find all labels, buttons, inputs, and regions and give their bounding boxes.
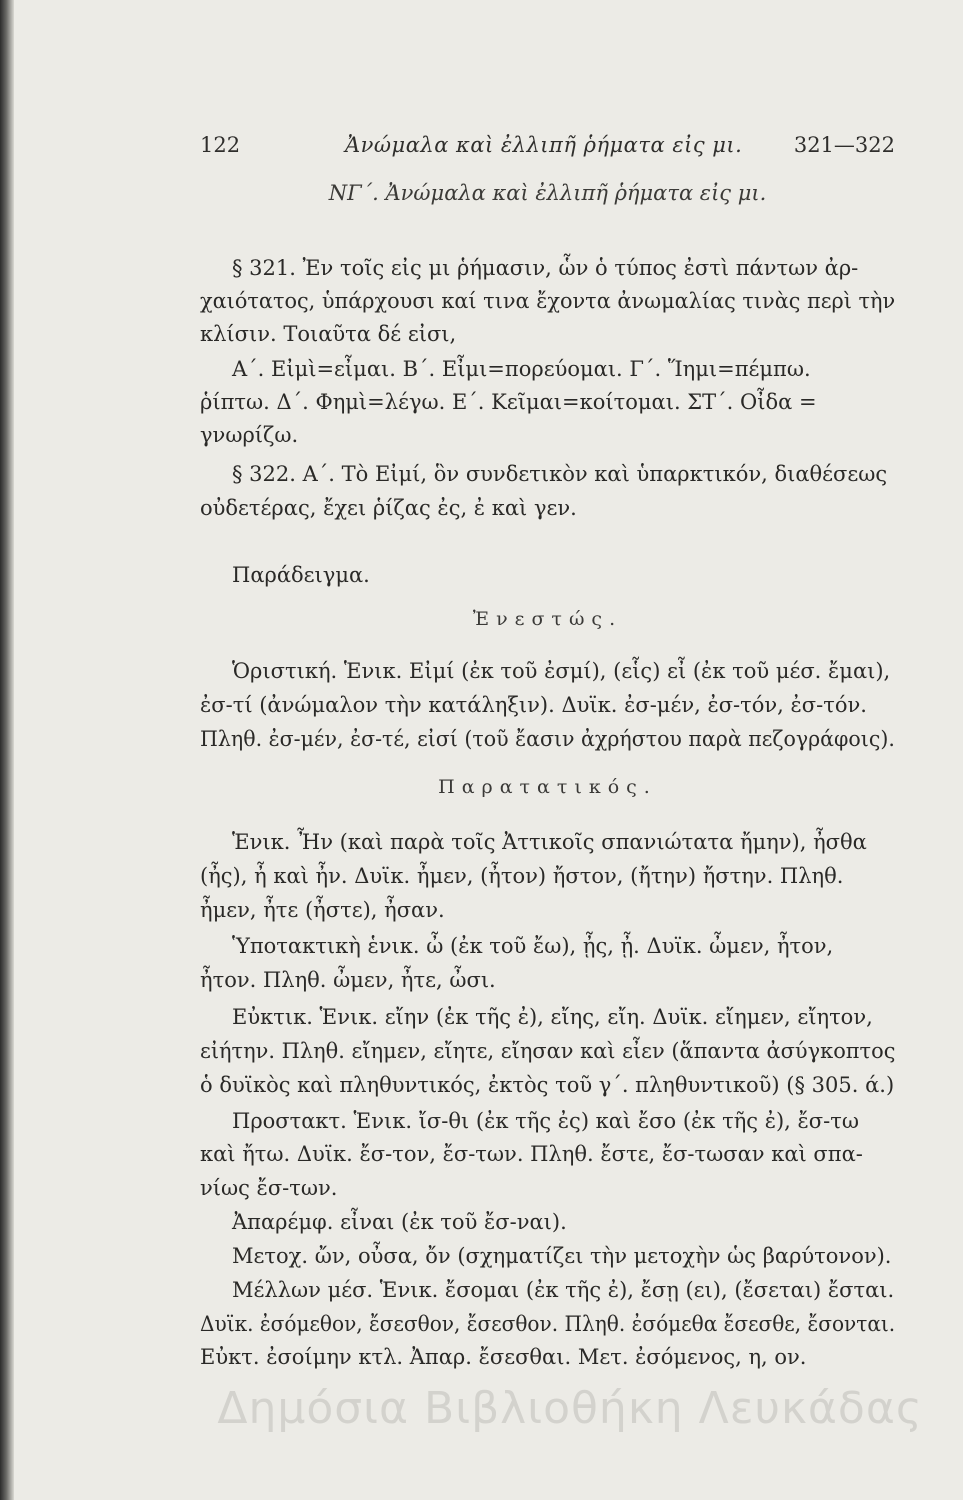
text-line: ἦμεν, ἦτε (ἦστε), ἦσαν. (200, 898, 445, 922)
text-line: εἰήτην. Πληθ. εἴημεν, εἴητε, εἴησαν καὶ εἶεν (ἅπαντα ἀσύγκοπτος (200, 1039, 896, 1063)
text-line: Ὑποτακτικὴ ἑνικ. ὦ (ἐκ τοῦ ἔω), ᾖς, ᾖ. Δυϊκ. ὦμεν, ἦτον, (232, 934, 834, 958)
text-line: νίως ἔσ-των. (200, 1176, 338, 1200)
running-title: Ἀνώμαλα καὶ ἐλλιπῆ ῥήματα εἰς μι. (345, 133, 743, 157)
section-range: 321—322 (793, 133, 895, 157)
text-line: ῥίπτω. Δ΄. Φημὶ=λέγω. Ε΄. Κεῖμαι=κοίτομαι. ΣΤ΄. Οἶδα = (200, 390, 817, 414)
text-line: (ἦς), ἦ καὶ ἦν. Δυϊκ. ἦμεν, (ἦτον) ἤστον, (ἤτην) ἤστην. Πληθ. (200, 864, 844, 888)
text-line: Ὁριστική. Ἑνικ. Εἰμί (ἐκ τοῦ ἐσμί), (εἷς) εἶ (ἐκ τοῦ μέσ. ἔμαι), (232, 659, 891, 683)
text-line: ἦτον. Πληθ. ὦμεν, ἦτε, ὦσι. (200, 968, 496, 992)
library-watermark: Δημόσια Βιβλιοθήκη Λευκάδας (217, 1383, 923, 1434)
text-line: οὐδετέρας, ἔχει ῥίζας ἐς, ἐ καὶ γεν. (200, 496, 577, 520)
text-line: γνωρίζω. (200, 423, 299, 447)
text-line: Ἀπαρέμφ. εἶναι (ἐκ τοῦ ἔσ-ναι). (232, 1210, 567, 1234)
text-line: § 322. Α΄. Τὸ Εἰμί, ὃν συνδετικὸν καὶ ὑπαρκτικόν, διαθέσεως (232, 462, 888, 486)
text-line: Α΄. Εἰμὶ=εἶμαι. Β΄. Εἶμι=πορεύομαι. Γ΄. Ἵημι=πέμπω. (232, 357, 811, 381)
text-line: Μέλλων μέσ. Ἑνικ. ἔσομαι (ἐκ τῆς ἐ), ἔσῃ (ει), (ἔσεται) ἔσται. (232, 1278, 895, 1302)
text-line: Ἑνικ. Ἦν (καὶ παρὰ τοῖς Ἀττικοῖς σπανιώτατα ἤμην), ἦσθα (232, 830, 867, 854)
page-edge-shadow (0, 0, 14, 1500)
text-line: καὶ ἤτω. Δυϊκ. ἔσ-τον, ἔσ-των. Πληθ. ἔστε, ἔσ-τωσαν καὶ σπα- (200, 1142, 863, 1166)
text-line: ὁ δυϊκὸς καὶ πληθυντικός, ἐκτὸς τοῦ γ΄. πληθυντικοῦ) (§ 305. ά.) (200, 1073, 895, 1097)
text-line: χαιότατος, ὑπάρχουσι καί τινα ἔχοντα ἀνωμαλίας τινὰς περὶ τὴν (200, 289, 896, 313)
text-line: Προστακτ. Ἑνικ. ἴσ-θι (ἐκ τῆς ἐς) καὶ ἔσο (ἐκ τῆς ἐ), ἔσ-τω (232, 1109, 859, 1133)
text-line: ἐσ-τί (ἀνώμαλον τὴν κατάληξιν). Δυϊκ. ἐσ-μέν, ἐσ-τόν, ἐσ-τόν. (200, 693, 867, 717)
tense-heading-imperfect: Παρατατικός. (438, 776, 657, 798)
text-line: Πληθ. ἐσ-μέν, ἐσ-τέ, εἰσί (τοῦ ἔασιν ἀχρήστου παρὰ πεζογράφοις). (200, 727, 895, 751)
chapter-title: ΝΓ΄. Ἀνώμαλα καὶ ἐλλιπῆ ῥήματα εἰς μι. (328, 181, 767, 205)
running-header (200, 133, 895, 167)
page-number: 122 (200, 133, 241, 157)
text-line: Μετοχ. ὤν, οὖσα, ὄν (σχηματίζει τὴν μετοχὴν ὡς βαρύτονον). (232, 1244, 892, 1268)
text-line: Δυϊκ. ἐσόμεθον, ἔσεσθον, ἔσεσθον. Πληθ. ἐσόμεθα ἔσεσθε, ἔσονται. (200, 1312, 896, 1336)
text-line: Εὐκτ. ἐσοίμην κτλ. Ἀπαρ. ἔσεσθαι. Μετ. ἐσόμενος, η, ον. (200, 1345, 807, 1369)
tense-heading-present: Ἐνεστώς. (472, 608, 623, 630)
text-line: Εὐκτικ. Ἑνικ. εἴην (ἐκ τῆς ἐ), εἴης, εἴη. Δυϊκ. εἴημεν, εἴητον, (232, 1005, 873, 1029)
subheading-example: Παράδειγμα. (232, 563, 370, 587)
text-line: § 321. Ἐν τοῖς εἰς μι ῥήμασιν, ὧν ὁ τύπος ἐστὶ πάντων ἀρ- (232, 256, 859, 280)
text-line: κλίσιν. Τοιαῦτα δέ εἰσι, (200, 322, 457, 346)
